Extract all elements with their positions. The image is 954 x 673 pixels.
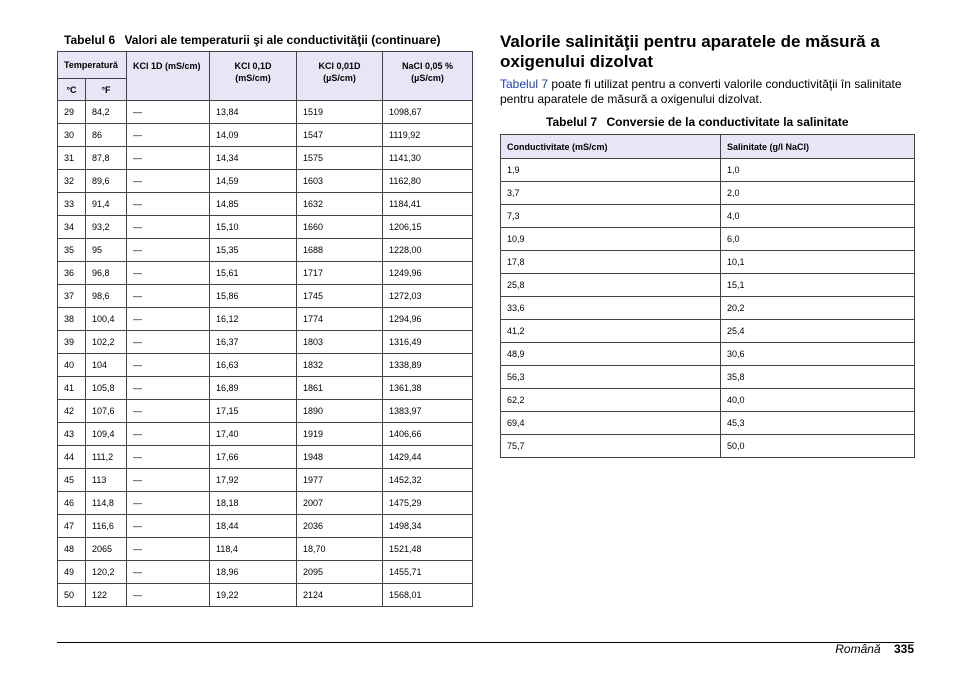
table-cell: 31 [58,147,86,170]
table-cell: — [127,124,210,147]
table-cell: 122 [86,584,127,607]
table-cell: 35,8 [721,366,915,389]
table-cell: 1575 [297,147,383,170]
table-cell: 14,85 [210,193,297,216]
table7-caption [546,115,849,129]
table-cell: 1774 [297,308,383,331]
table-cell: — [127,400,210,423]
table-cell: 1660 [297,216,383,239]
table-cell: — [127,354,210,377]
table-cell: 1688 [297,239,383,262]
table-cell: — [127,331,210,354]
table-cell: 35 [58,239,86,262]
section-intro [500,77,920,107]
table-cell: 15,10 [210,216,297,239]
table-row [501,366,915,389]
header-kcl-1d: KCl 1D (mS/cm) [127,52,210,101]
table-cell: 47 [58,515,86,538]
table-cell: 1475,29 [383,492,473,515]
table-cell: 15,61 [210,262,297,285]
table-row [58,331,473,354]
table-cell: 1206,15 [383,216,473,239]
table-cell: — [127,561,210,584]
table-row [58,308,473,331]
table-cell: 17,40 [210,423,297,446]
table-row [58,423,473,446]
table-cell: 19,22 [210,584,297,607]
table-cell: 42 [58,400,86,423]
table-row [58,101,473,124]
header-salinity: Salinitate (g/l NaCl) [721,135,915,159]
table-cell: 41 [58,377,86,400]
table-cell: 16,63 [210,354,297,377]
table-cell: 86 [86,124,127,147]
table-row [501,435,915,458]
table-cell: — [127,446,210,469]
table-row [501,389,915,412]
table-cell: 46 [58,492,86,515]
table-cell: 2007 [297,492,383,515]
footer-rule [57,642,914,643]
table-cell: 1547 [297,124,383,147]
table-cell: 33 [58,193,86,216]
table-cell: 18,96 [210,561,297,584]
table-row [58,262,473,285]
page-footer [835,642,914,656]
table-row [58,170,473,193]
table-cell: 1568,01 [383,584,473,607]
table-cell: 1803 [297,331,383,354]
table-row [501,228,915,251]
intro-text: poate fi utilizat pentru a converti valorile conductivităţii în salinitate pentru aparatele de măsură a oxigenului dizolvat. [500,77,902,106]
table-cell: 13,84 [210,101,297,124]
table-cell: 40,0 [721,389,915,412]
table-cell: 1316,49 [383,331,473,354]
table-row [58,584,473,607]
table-cell: — [127,469,210,492]
table-cell: 17,15 [210,400,297,423]
table-cell: — [127,492,210,515]
table-cell: 48,9 [501,343,721,366]
table-cell: 1717 [297,262,383,285]
table-row [58,239,473,262]
table-cell: 1361,38 [383,377,473,400]
conductivity-salinity-table [500,134,915,458]
table-cell: 62,2 [501,389,721,412]
table7-caption-text: Conversie de la conductivitate la salinitate [606,115,849,129]
table-cell: 1184,41 [383,193,473,216]
table-cell: 1098,67 [383,101,473,124]
header-conductivity: Conductivitate (mS/cm) [501,135,721,159]
table-cell: 1141,30 [383,147,473,170]
table-cell: — [127,538,210,561]
table-row [58,400,473,423]
table-cell: 32 [58,170,86,193]
table-cell: 50,0 [721,435,915,458]
table-cell: 15,86 [210,285,297,308]
table-cell: 1632 [297,193,383,216]
table-row [58,354,473,377]
table-cell: 96,8 [86,262,127,285]
header-kcl-001d: KCl 0,01D (µS/cm) [297,52,383,101]
table-cell: 1948 [297,446,383,469]
table-cell: 1294,96 [383,308,473,331]
table-row [58,515,473,538]
table-row [501,274,915,297]
table-cell: 14,59 [210,170,297,193]
table-cell: 16,37 [210,331,297,354]
table-cell: 45,3 [721,412,915,435]
table-cell: 39 [58,331,86,354]
table-cell: 1406,66 [383,423,473,446]
table-cell: 1832 [297,354,383,377]
table-cell: 4,0 [721,205,915,228]
table-row [501,251,915,274]
table-cell: 2,0 [721,182,915,205]
table-cell: — [127,423,210,446]
table-cell: — [127,193,210,216]
table-cell: 10,1 [721,251,915,274]
table-row [58,285,473,308]
table-cell: 1861 [297,377,383,400]
table-cell: 1603 [297,170,383,193]
table-cell: 104 [86,354,127,377]
table6-caption-text: Valori ale temperaturii şi ale conductivităţii (continuare) [124,33,441,47]
table-cell: 2124 [297,584,383,607]
table-cell: 69,4 [501,412,721,435]
table-row [58,193,473,216]
table-cell: 49 [58,561,86,584]
table-cell: 100,4 [86,308,127,331]
table-cell: 91,4 [86,193,127,216]
table-cell: — [127,262,210,285]
table-cell: 1498,34 [383,515,473,538]
table-cell: — [127,216,210,239]
temperature-conductivity-table [57,51,473,607]
table-cell: 75,7 [501,435,721,458]
header-nacl: NaCl 0,05 % (µS/cm) [383,52,473,101]
header-kcl-01d: KCl 0,1D (mS/cm) [210,52,297,101]
table-cell: 18,44 [210,515,297,538]
table-cell: — [127,101,210,124]
table-row [501,320,915,343]
table-cell: 1272,03 [383,285,473,308]
table-row [58,377,473,400]
table-cell: 1890 [297,400,383,423]
table-cell: — [127,377,210,400]
table-row [501,159,915,182]
table-cell: 1,9 [501,159,721,182]
table-cell: — [127,308,210,331]
table-cell: 56,3 [501,366,721,389]
table-cell: 50 [58,584,86,607]
table-cell: 1249,96 [383,262,473,285]
table-cell: 2065 [86,538,127,561]
table-row [501,343,915,366]
table-row [501,297,915,320]
table-cell: 44 [58,446,86,469]
table-cell: 111,2 [86,446,127,469]
table-cell: 102,2 [86,331,127,354]
table-cell: 1,0 [721,159,915,182]
table-cell: — [127,170,210,193]
table-cell: 1745 [297,285,383,308]
table-cell: 37 [58,285,86,308]
table-cell: 18,70 [297,538,383,561]
table-cell: 109,4 [86,423,127,446]
table-row [58,561,473,584]
temperature-table-body [58,101,473,607]
table-cell: — [127,239,210,262]
header-celsius: °C [58,79,86,101]
table-cell: 6,0 [721,228,915,251]
header-fahrenheit: °F [86,79,127,101]
table-cell: — [127,285,210,308]
section-heading: Valorile salinităţii pentru aparatele de măsură a oxigenului dizolvat [500,32,880,71]
table-cell: 17,66 [210,446,297,469]
table-cell: 114,8 [86,492,127,515]
table-cell: 40 [58,354,86,377]
table-cell: 17,92 [210,469,297,492]
table-cell: 1452,32 [383,469,473,492]
table-cell: 1919 [297,423,383,446]
table-cell: 1383,97 [383,400,473,423]
table-cell: 10,9 [501,228,721,251]
table-cell: 30,6 [721,343,915,366]
table-cell: 29 [58,101,86,124]
table-row [58,147,473,170]
table-row [501,412,915,435]
table-cell: 1521,48 [383,538,473,561]
table-cell: — [127,147,210,170]
footer-language: Română [835,642,881,656]
table-cell: 14,34 [210,147,297,170]
table-cell: 105,8 [86,377,127,400]
table6-caption [64,33,441,47]
table-cell: 84,2 [86,101,127,124]
table-cell: 120,2 [86,561,127,584]
table-cell: 95 [86,239,127,262]
table-cell: 38 [58,308,86,331]
table-cell: 41,2 [501,320,721,343]
table-cell: 2095 [297,561,383,584]
table-cell: — [127,515,210,538]
table-cell: 45 [58,469,86,492]
table-cell: 3,7 [501,182,721,205]
table-cell: 89,6 [86,170,127,193]
table7-link[interactable]: Tabelul 7 [500,77,549,91]
table-cell: 15,1 [721,274,915,297]
table7-caption-number: Tabelul 7 [546,115,598,129]
table-cell: 1455,71 [383,561,473,584]
table-cell: 36 [58,262,86,285]
table-cell: 107,6 [86,400,127,423]
table6-caption-number: Tabelul 6 [64,33,116,47]
table-cell: 18,18 [210,492,297,515]
table-row [501,205,915,228]
table-cell: 1228,00 [383,239,473,262]
table-cell: 1977 [297,469,383,492]
table-row [58,124,473,147]
table-cell: 17,8 [501,251,721,274]
page-number: 335 [893,642,914,656]
table-cell: — [127,584,210,607]
table-row [58,216,473,239]
table-row [58,446,473,469]
table-cell: 34 [58,216,86,239]
table-cell: 113 [86,469,127,492]
table-cell: 25,8 [501,274,721,297]
table-cell: 1162,80 [383,170,473,193]
table-row [501,182,915,205]
table-cell: 2036 [297,515,383,538]
table-cell: 118,4 [210,538,297,561]
table-cell: 98,6 [86,285,127,308]
table-cell: 1519 [297,101,383,124]
table-row [58,538,473,561]
table-cell: 7,3 [501,205,721,228]
table-cell: 14,09 [210,124,297,147]
table-cell: 93,2 [86,216,127,239]
table-cell: 33,6 [501,297,721,320]
table-cell: 43 [58,423,86,446]
table-cell: 25,4 [721,320,915,343]
table-cell: 1429,44 [383,446,473,469]
table-row [58,469,473,492]
table-cell: 20,2 [721,297,915,320]
table-cell: 30 [58,124,86,147]
table-row [58,492,473,515]
table-cell: 116,6 [86,515,127,538]
table-cell: 1119,92 [383,124,473,147]
table-cell: 48 [58,538,86,561]
table-cell: 16,12 [210,308,297,331]
table-cell: 16,89 [210,377,297,400]
table-cell: 1338,89 [383,354,473,377]
salinity-table-body [501,159,915,458]
table-cell: 15,35 [210,239,297,262]
table-cell: 87,8 [86,147,127,170]
header-temperature: Temperatură [58,52,127,79]
